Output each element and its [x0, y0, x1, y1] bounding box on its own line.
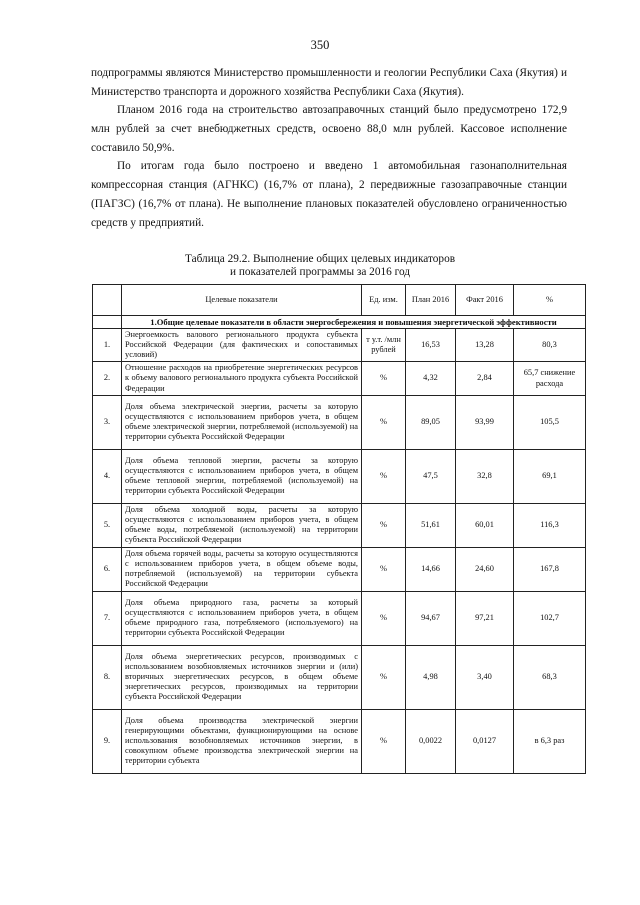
table-caption-line-1: Таблица 29.2. Выполнение общих целевых индикаторов [184, 253, 456, 265]
row-fact: 3,40 [456, 645, 514, 709]
row-number: 8. [93, 645, 122, 709]
section-title: 1.Общие целевые показатели в области энергосбережения и повышения энергетической эффективности [122, 316, 586, 329]
table-row [93, 645, 586, 709]
table-row [93, 449, 586, 503]
row-number: 2. [93, 362, 122, 395]
row-plan: 94,67 [406, 591, 456, 645]
row-fact: 60,01 [456, 503, 514, 547]
paragraph-1: подпрограммы являются Министерство промышленности и геологии Республики Саха (Якутия) и Министерство транспорта и дорожного хозяйства Республики Саха (Якутия). [91, 67, 567, 98]
row-indicator: Доля объема горячей воды, расчеты за которую осуществляются с использованием приборов учета, в общем объеме воды, потребляемой (используемой) на территории субъекта Российской Федерации [122, 547, 362, 591]
table-header-row [93, 285, 586, 316]
header-percent: % [514, 285, 586, 316]
row-percent: 68,3 [514, 645, 586, 709]
row-number: 4. [93, 449, 122, 503]
row-indicator: Доля объема природного газа, расчеты за который осуществляются с использованием приборов учета, в общем объеме природного газа, потребляемого (используемого) на территории субъекта Российской Федерации [122, 591, 362, 645]
table-row [93, 503, 586, 547]
row-fact: 13,28 [456, 329, 514, 362]
table-row [93, 395, 586, 449]
table-row [93, 547, 586, 591]
header-indicator: Целевые показатели [122, 285, 362, 316]
section-row [93, 316, 586, 329]
row-unit: % [362, 645, 406, 709]
row-fact: 0,0127 [456, 709, 514, 773]
table-row [93, 709, 586, 773]
row-indicator: Отношение расходов на приобретение энергетических ресурсов к объему валового регионального продукта субъекта Российской Федерации [122, 362, 362, 395]
paragraph-2: Планом 2016 года на строительство автозаправочных станций было предусмотрено 172,9 млн рублей за счет внебюджетных средств, освоено 88,0 млн рублей. Кассовое исполнение составило 50,9%. [91, 104, 567, 154]
row-percent: 105,5 [514, 395, 586, 449]
table-caption-line-2: и показателей программы за 2016 год [229, 266, 411, 278]
row-unit: % [362, 449, 406, 503]
row-percent: 116,3 [514, 503, 586, 547]
row-indicator: Доля объема электрической энергии, расчеты за которую осуществляются с использованием приборов учета, в общем объеме электрической энергии, потребляемой (используемой) на территории субъекта Российской Федерации [122, 395, 362, 449]
row-percent: 102,7 [514, 591, 586, 645]
row-plan: 89,05 [406, 395, 456, 449]
page-number: 350 [310, 38, 330, 52]
row-unit: т у.т. /млн рублей [362, 329, 406, 362]
row-fact: 2,84 [456, 362, 514, 395]
row-percent: 80,3 [514, 329, 586, 362]
row-unit: % [362, 503, 406, 547]
row-plan: 16,53 [406, 329, 456, 362]
header-plan: План 2016 [406, 285, 456, 316]
row-fact: 93,99 [456, 395, 514, 449]
row-number: 1. [93, 329, 122, 362]
row-number: 3. [93, 395, 122, 449]
row-plan: 0,0022 [406, 709, 456, 773]
row-percent: 69,1 [514, 449, 586, 503]
row-number: 5. [93, 503, 122, 547]
table-row [93, 362, 586, 395]
row-fact: 97,21 [456, 591, 514, 645]
row-fact: 32,8 [456, 449, 514, 503]
table-caption [0, 253, 640, 279]
row-number: 7. [93, 591, 122, 645]
row-unit: % [362, 395, 406, 449]
row-number: 9. [93, 709, 122, 773]
header-num [93, 285, 122, 316]
row-plan: 47,5 [406, 449, 456, 503]
row-number: 6. [93, 547, 122, 591]
row-indicator: Доля объема тепловой энергии, расчеты за которую осуществляются с использованием приборов учета, в общем объеме тепловой энергии, потребляемой (используемой) на территории субъекта Российской Федерации [122, 449, 362, 503]
row-percent: 167,8 [514, 547, 586, 591]
paragraph-3: По итогам года было построено и введено 1 автомобильная газонаполнительная компрессорная станция (АГНКС) (16,7% от плана), 2 передвижные газозаправочные станции (ПАГЗС) (16,7% от плана). Не выполнение плановых показателей обусловлено ограниченностью средств у предприятий. [91, 160, 567, 229]
row-unit: % [362, 709, 406, 773]
row-indicator: Энергоемкость валового регионального продукта субъекта Российской Федерации (для фактических и сопоставимых условий) [122, 329, 362, 362]
row-unit: % [362, 591, 406, 645]
table-row [93, 591, 586, 645]
row-unit: % [362, 362, 406, 395]
row-plan: 4,98 [406, 645, 456, 709]
row-indicator: Доля объема холодной воды, расчеты за которую осуществляются с использованием приборов учета, в общем объеме воды, потребляемой (используемой) на территории субъекта Российской Федерации [122, 503, 362, 547]
row-percent: в 6,3 раз [514, 709, 586, 773]
indicators-table [92, 284, 586, 774]
header-fact: Факт 2016 [456, 285, 514, 316]
table-row [93, 329, 586, 362]
row-plan: 4,32 [406, 362, 456, 395]
row-plan: 14,66 [406, 547, 456, 591]
header-unit: Ед. изм. [362, 285, 406, 316]
row-percent: 65,7 снижение расхода [514, 362, 586, 395]
row-plan: 51,61 [406, 503, 456, 547]
row-unit: % [362, 547, 406, 591]
row-fact: 24,60 [456, 547, 514, 591]
row-indicator: Доля объема энергетических ресурсов, производимых с использованием возобновляемых источников энергии и (или) вторичных энергетических ресурсов, в общем объеме энергетических ресурсов, производимых на территории субъекта Российской Федерации [122, 645, 362, 709]
row-indicator: Доля объема производства электрической энергии генерирующими объектами, функционирующими на основе использования возобновляемых источников энергии, в совокупном объеме производства электрической энергии на территории субъекта [122, 709, 362, 773]
